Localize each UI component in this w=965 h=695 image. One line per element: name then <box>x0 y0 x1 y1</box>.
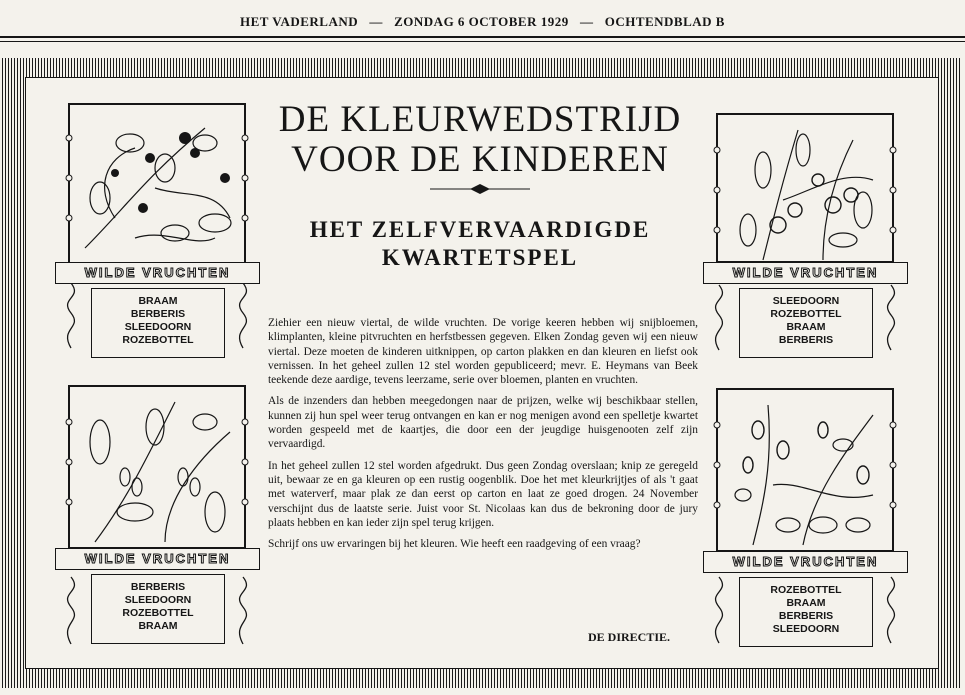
article-body <box>268 316 698 558</box>
article-title <box>260 100 700 180</box>
title-line: DE KLEURWEDSTRIJD <box>278 99 682 140</box>
card-item: BRAAM <box>138 295 178 307</box>
card-label <box>91 288 225 358</box>
card-banner: WILDE VRUCHTEN <box>55 262 260 284</box>
divider-ornament <box>430 182 530 196</box>
card-label <box>739 288 873 358</box>
card-banner: WILDE VRUCHTEN <box>55 548 260 570</box>
card-label <box>739 577 873 647</box>
card-panel-1 <box>55 98 260 358</box>
masthead-rule <box>0 36 965 42</box>
card-item: BERBERIS <box>130 308 186 320</box>
card-panel-2 <box>703 110 908 360</box>
paragraph: In het geheel zullen 12 stel worden afgedrukt. Dus geen Zondag overslaan; knip ze geregeld uit, bewaar ze en ga kleuren op een rustig oogenblik. Doe het met kleurkrijtjes of als 't gaat met waterverf, maar plak ze dan eerst op carton en laat ze goed drogen. 24 November verschijnt dus de laatste serie. Juist voor St. Nicolaas kan dus de bekroning door de jury plaats hebben en kan ieder zijn spel terug krijgen. <box>268 459 698 529</box>
card-item: SLEEDOORN <box>772 295 840 307</box>
card-banner: WILDE VRUCHTEN <box>703 551 908 573</box>
card-label <box>91 574 225 644</box>
masthead-text: HET VADERLAND — ZONDAG 6 OCTOBER 1929 — OCHTENDBLAD B <box>240 14 725 29</box>
card-item: BRAAM <box>786 597 826 609</box>
paragraph: Ziehier een nieuw viertal, de wilde vruchten. De vorige keeren hebben wij snijbloemen, klimplanten, kleine pitvruchten en herfstbessen gegeven. Elken Zondag geven wij een nieuw viertal. Deze moeten de kinderen uitknippen, op carton plakken en dan kleuren en liefst ook vernissen. In het geheel zullen 12 stel worden gepubliceerd; mevr. E. Heymans van Beek teekende deze aardige, tevens leerzame, serie over bloemen, planten en vruchten. <box>268 317 698 387</box>
card-item: ROZEBOTTEL <box>122 607 194 619</box>
card-item: SLEEDOORN <box>772 623 840 635</box>
card-item: ROZEBOTTEL <box>122 334 194 346</box>
card-panel-4 <box>703 385 908 653</box>
card-banner: WILDE VRUCHTEN <box>703 262 908 284</box>
card-item: SLEEDOORN <box>124 594 192 606</box>
card-panel-3 <box>55 382 260 652</box>
card-item: BRAAM <box>786 321 826 333</box>
title-line: VOOR DE KINDEREN <box>291 139 669 180</box>
paragraph: Als de inzenders dan hebben meegedongen naar de prijzen, welke wij beschikbaar stellen, kunnen zij hun spel weer terug ontvangen en kan er nog menigen avond een spelletje kwartet worden gespeeld met de kaartjes, die door een der jeugdige huisgenooten zelf zijn vervaardigd. <box>268 395 698 451</box>
article-signature: DE DIRECTIE. <box>588 630 671 644</box>
card-item: BERBERIS <box>130 581 186 593</box>
card-item: ROZEBOTTEL <box>770 584 842 596</box>
subtitle-line: HET ZELFVERVAARDIGDE <box>309 217 651 242</box>
subtitle-line: KWARTETSPEL <box>381 245 579 270</box>
article-subtitle <box>270 216 690 272</box>
card-item: BERBERIS <box>778 334 834 346</box>
card-item: BERBERIS <box>778 610 834 622</box>
newspaper-masthead <box>0 0 965 40</box>
card-item: BRAAM <box>138 620 178 632</box>
card-item: ROZEBOTTEL <box>770 308 842 320</box>
paragraph: Schrijf ons uw ervaringen bij het kleuren. Wie heeft een raadgeving of een vraag? <box>268 538 641 551</box>
card-item: SLEEDOORN <box>124 321 192 333</box>
